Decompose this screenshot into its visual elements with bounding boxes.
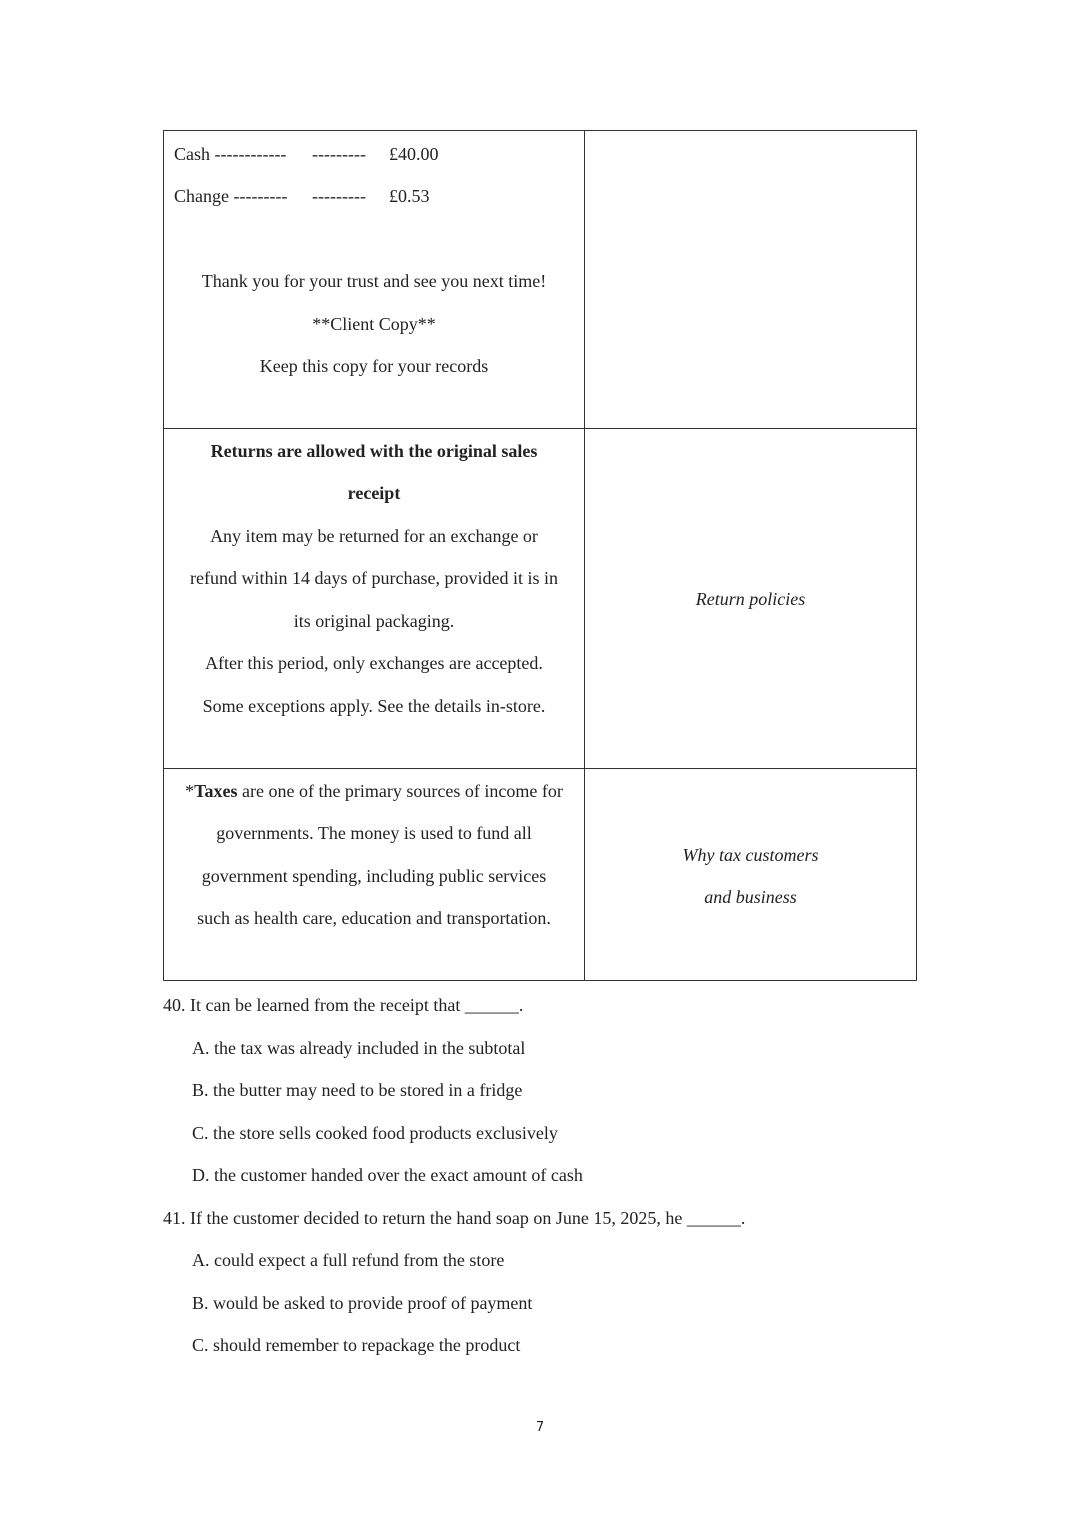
question-stem: 40. It can be learned from the receipt that ______.	[163, 995, 524, 1015]
taxes-line: governments. The money is used to fund all	[216, 823, 532, 843]
why-tax-label: Why tax customers	[682, 845, 819, 865]
and-business-label: and business	[704, 887, 797, 907]
change-amount: £0.53	[389, 186, 430, 206]
thank-you-text: Thank you for your trust and see you next time!	[201, 271, 547, 291]
returns-line: After this period, only exchanges are accepted.	[205, 653, 543, 673]
returns-line: Any item may be returned for an exchange or	[210, 526, 538, 546]
return-label-cell	[585, 429, 917, 769]
cash-label: Cash ------------	[174, 144, 287, 164]
returns-heading: Returns are allowed with the original sales	[210, 441, 538, 461]
answer-option-a: A. could expect a full refund from the store	[192, 1250, 505, 1270]
receipt-footer-cell	[164, 131, 585, 429]
answer-option-b: B. would be asked to provide proof of payment	[192, 1293, 533, 1313]
answer-option-d: D. the customer handed over the exact amount of cash	[192, 1165, 583, 1185]
keep-copy-text: Keep this copy for your records	[259, 356, 489, 376]
cash-dashes: ---------	[312, 144, 366, 164]
answer-option-c: C. the store sells cooked food products exclusively	[192, 1123, 558, 1143]
empty-label-cell	[585, 131, 917, 429]
cash-amount: £40.00	[389, 144, 439, 164]
change-label: Change ---------	[174, 186, 288, 206]
taxes-line-1	[164, 780, 584, 802]
answer-option-a: A. the tax was already included in the subtotal	[192, 1038, 526, 1058]
answer-option-b: B. the butter may need to be stored in a fridge	[192, 1080, 523, 1100]
return-policies-label: Return policies	[695, 589, 806, 609]
taxes-label-cell	[585, 769, 917, 981]
client-copy-text: **Client Copy**	[312, 314, 436, 334]
taxes-star: *	[185, 781, 195, 801]
returns-line: Some exceptions apply. See the details in-store.	[202, 696, 546, 716]
return-policy-cell	[164, 429, 585, 769]
returns-heading-2: receipt	[347, 483, 401, 503]
returns-line: refund within 14 days of purchase, provided it is in	[190, 568, 558, 588]
returns-line: its original packaging.	[293, 611, 455, 631]
taxes-line: government spending, including public services	[201, 866, 547, 886]
taxes-line-1-rest: are one of the primary sources of income for	[237, 781, 563, 801]
taxes-note-cell	[164, 769, 585, 981]
change-dashes: ---------	[312, 186, 366, 206]
page-number: 7	[535, 1420, 545, 1435]
taxes-bold-word: Taxes	[194, 781, 238, 801]
taxes-line: such as health care, education and transportation.	[197, 908, 551, 928]
receipt-table	[163, 130, 917, 981]
question-stem: 41. If the customer decided to return the hand soap on June 15, 2025, he ______.	[163, 1208, 746, 1228]
answer-option-c: C. should remember to repackage the product	[192, 1335, 521, 1355]
